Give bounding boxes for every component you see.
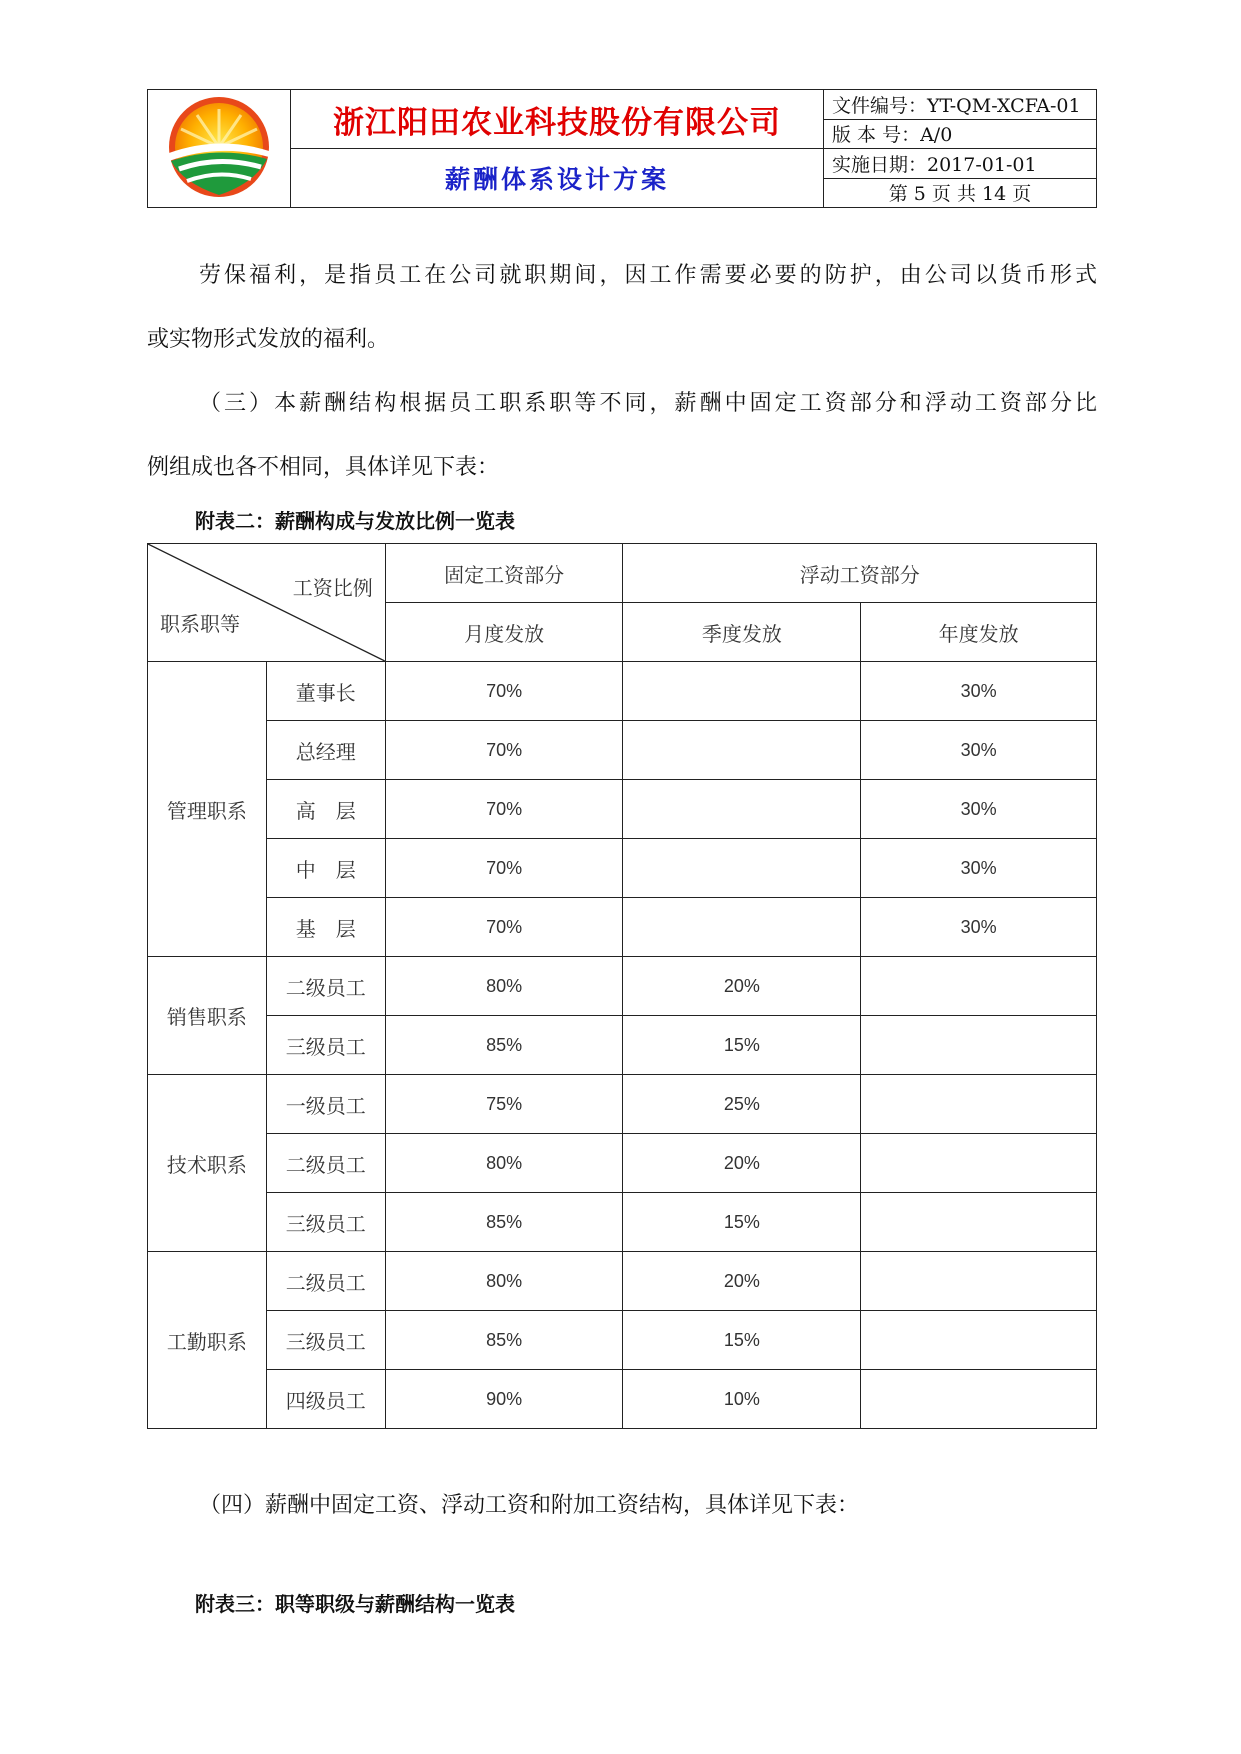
company-name: 浙江阳田农业科技股份有限公司	[291, 90, 824, 149]
table-row	[148, 898, 1097, 957]
job-family-cell: 销售职系	[148, 957, 267, 1075]
job-level-cell: 总经理	[266, 721, 385, 780]
table-row	[148, 721, 1097, 780]
monthly-ratio-cell: 85%	[385, 1016, 623, 1075]
monthly-ratio-cell: 85%	[385, 1193, 623, 1252]
quarterly-ratio-cell	[623, 839, 861, 898]
paragraph-line: 劳保福利，是指员工在公司就职期间，因工作需要必要的防护，由公司以货币形式	[199, 263, 1097, 288]
job-level-cell: 二级员工	[266, 957, 385, 1016]
job-family-cell: 工勤职系	[148, 1252, 267, 1429]
quarterly-ratio-cell: 20%	[623, 1252, 861, 1311]
annual-ratio-cell: 30%	[861, 839, 1097, 898]
document-header	[147, 89, 1097, 208]
monthly-ratio-cell: 70%	[385, 839, 623, 898]
job-level-cell: 三级员工	[266, 1193, 385, 1252]
paragraph-structure	[147, 372, 1097, 500]
table-row	[148, 1311, 1097, 1370]
annual-ratio-cell	[861, 1193, 1097, 1252]
monthly-ratio-cell: 80%	[385, 957, 623, 1016]
monthly-ratio-cell: 70%	[385, 721, 623, 780]
job-family-cell: 管理职系	[148, 662, 267, 957]
diagonal-divider	[148, 544, 385, 661]
annual-ratio-cell	[861, 1016, 1097, 1075]
paragraph-benefits	[147, 244, 1097, 372]
quarterly-ratio-cell: 20%	[623, 957, 861, 1016]
table-row	[148, 1016, 1097, 1075]
quarterly-ratio-cell: 25%	[623, 1075, 861, 1134]
paragraph-section-four	[147, 1474, 1097, 1538]
job-level-cell: 三级员工	[266, 1311, 385, 1370]
table3-caption: 附表三：职等职级与薪酬结构一览表	[195, 1592, 515, 1616]
corner-label-ratio: 工资比例	[292, 576, 373, 600]
document-title: 薪酬体系设计方案	[291, 149, 824, 208]
table-body	[148, 662, 1097, 1429]
monthly-ratio-cell: 80%	[385, 1134, 623, 1193]
monthly-ratio-cell: 75%	[385, 1075, 623, 1134]
monthly-ratio-cell: 85%	[385, 1311, 623, 1370]
quarterly-column-header: 季度发放	[623, 603, 861, 662]
paragraph-line: （四）薪酬中固定工资、浮动工资和附加工资结构，具体详见下表：	[199, 1493, 860, 1518]
floating-salary-header: 浮动工资部分	[623, 544, 1097, 603]
document-number: 文件编号：YT-QM-XCFA-01	[824, 90, 1097, 120]
paragraph-line: 或实物形式发放的福利。	[147, 327, 390, 352]
annual-ratio-cell	[861, 957, 1097, 1016]
annual-ratio-cell	[861, 1252, 1097, 1311]
annual-ratio-cell: 30%	[861, 898, 1097, 957]
monthly-ratio-cell: 70%	[385, 662, 623, 721]
annual-ratio-cell: 30%	[861, 721, 1097, 780]
corner-label-level: 职系职等	[160, 612, 240, 636]
table-row	[148, 1134, 1097, 1193]
job-level-cell: 二级员工	[266, 1134, 385, 1193]
table2-caption: 附表二：薪酬构成与发放比例一览表	[195, 509, 515, 533]
job-level-cell: 董事长	[266, 662, 385, 721]
job-level-cell: 高 层	[266, 780, 385, 839]
job-level-cell: 四级员工	[266, 1370, 385, 1429]
monthly-ratio-cell: 80%	[385, 1252, 623, 1311]
table-corner-header	[148, 544, 386, 662]
job-family-cell: 技术职系	[148, 1075, 267, 1252]
monthly-column-header: 月度发放	[385, 603, 623, 662]
annual-ratio-cell	[861, 1370, 1097, 1429]
annual-ratio-cell: 30%	[861, 662, 1097, 721]
table-row	[148, 1193, 1097, 1252]
job-level-cell: 基 层	[266, 898, 385, 957]
quarterly-ratio-cell: 15%	[623, 1193, 861, 1252]
job-level-cell: 二级员工	[266, 1252, 385, 1311]
quarterly-ratio-cell: 15%	[623, 1311, 861, 1370]
annual-ratio-cell: 30%	[861, 780, 1097, 839]
table-row	[148, 780, 1097, 839]
quarterly-ratio-cell: 10%	[623, 1370, 861, 1429]
effective-date: 实施日期：2017-01-01	[824, 149, 1097, 179]
company-logo-icon	[165, 95, 273, 199]
monthly-ratio-cell: 90%	[385, 1370, 623, 1429]
quarterly-ratio-cell	[623, 780, 861, 839]
table-row	[148, 1252, 1097, 1311]
quarterly-ratio-cell	[623, 898, 861, 957]
annual-ratio-cell	[861, 1075, 1097, 1134]
table-row	[148, 1370, 1097, 1429]
paragraph-line: （三）本薪酬结构根据员工职系职等不同，薪酬中固定工资部分和浮动工资部分比	[199, 391, 1097, 416]
paragraph-line: 例组成也各不相同，具体详见下表：	[147, 455, 500, 480]
table-row	[148, 1075, 1097, 1134]
version-number: 版 本 号：A/0	[824, 119, 1097, 149]
quarterly-ratio-cell: 15%	[623, 1016, 861, 1075]
annual-ratio-cell	[861, 1134, 1097, 1193]
quarterly-ratio-cell: 20%	[623, 1134, 861, 1193]
annual-ratio-cell	[861, 1311, 1097, 1370]
salary-ratio-table	[147, 543, 1097, 1429]
job-level-cell: 一级员工	[266, 1075, 385, 1134]
logo-cell	[148, 90, 291, 208]
job-level-cell: 三级员工	[266, 1016, 385, 1075]
quarterly-ratio-cell	[623, 721, 861, 780]
quarterly-ratio-cell	[623, 662, 861, 721]
table-row	[148, 957, 1097, 1016]
page-indicator: 第 5 页 共 14 页	[824, 178, 1097, 208]
fixed-salary-header: 固定工资部分	[385, 544, 623, 603]
table-row	[148, 662, 1097, 721]
monthly-ratio-cell: 70%	[385, 898, 623, 957]
monthly-ratio-cell: 70%	[385, 780, 623, 839]
table-row	[148, 839, 1097, 898]
annual-column-header: 年度发放	[861, 603, 1097, 662]
job-level-cell: 中 层	[266, 839, 385, 898]
